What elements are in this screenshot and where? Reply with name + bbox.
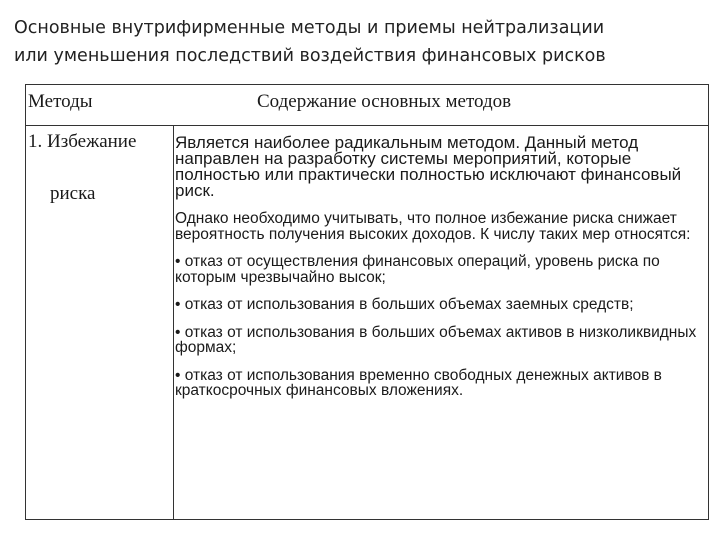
column-divider bbox=[173, 125, 174, 519]
methods-table bbox=[25, 84, 709, 520]
method-name-line-1: 1. Избежание bbox=[28, 131, 137, 152]
bullet-item: • отказ от использования в больших объемах заемных средств; bbox=[175, 296, 634, 313]
slide-title bbox=[14, 14, 704, 70]
method-description bbox=[175, 135, 705, 399]
bullet-item: • отказ от использования временно свободных денежных активов в краткосрочных финансовых вложениях. bbox=[175, 366, 662, 399]
header-content: Содержание основных методов bbox=[257, 91, 512, 112]
description-paragraph: Однако необходимо учитывать, что полное избежание риска снижает вероятность получения высоких доходов. К числу таких мер относятся: bbox=[175, 210, 691, 243]
header-methods: Методы bbox=[28, 91, 93, 112]
bullet-item: • отказ от осуществления финансовых операций, уровень риска по которым чрезвычайно высок; bbox=[175, 253, 660, 286]
bullet-item: • отказ от использования в больших объемах активов в низколиквидных формах; bbox=[175, 323, 697, 356]
header-divider bbox=[26, 125, 708, 126]
method-name-line-2: риска bbox=[50, 183, 96, 204]
description-paragraph: Является наиболее радикальным методом. Данный метод направлен на разработку системы мероприятий, которые полностью или практически полностью исключают финансовый риск. bbox=[175, 133, 682, 200]
title-line-1: Основные внутрифирменные методы и приемы нейтрализации bbox=[14, 18, 605, 38]
title-line-2: или уменьшения последствий воздействия финансовых рисков bbox=[14, 46, 606, 66]
